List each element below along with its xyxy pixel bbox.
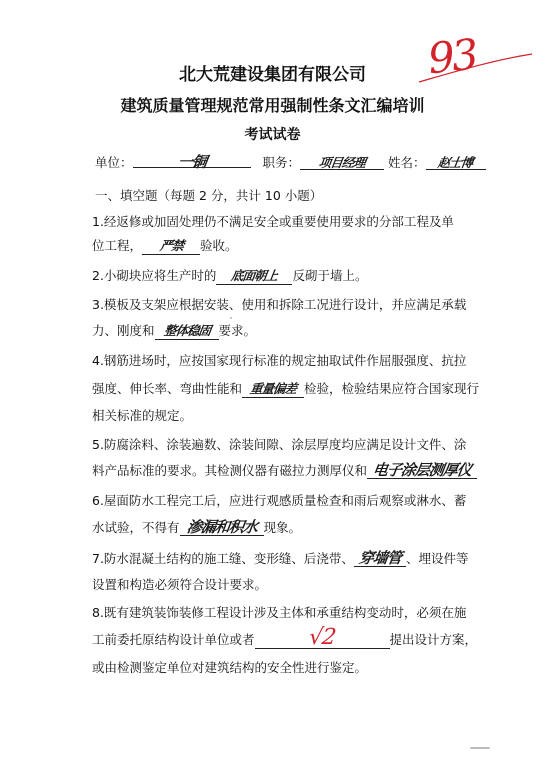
position-field [300,153,384,170]
q1-text-after: 验收。 [200,238,238,253]
q8-line-1: 8.既有建筑装饰装修工程设计涉及主体和承重结构变动时，必须在施 [92,605,467,620]
position-handwriting: 项目经理 [317,155,366,170]
q3-line-1: 3.模板及支架应根据安装、使用和拆除工况进行设计，并应满足承载 [92,297,467,312]
section-heading: 一、填空题（每题 2 分，共计 10 小题） [95,188,323,203]
q5-answer-field [367,462,477,479]
q4-line-3: 相关标准的规定。 [92,408,193,423]
q1-answer: 严禁 [158,238,184,253]
q2-line [92,268,502,285]
course-title: 建筑质量管理规范常用强制性条文汇编培训 [120,96,425,115]
q1-text-before: 位工程， [92,238,143,253]
q7-line-1 [92,550,502,567]
q4-text-before: 强度、伸长率、弯曲性能和 [92,381,243,396]
q2-text-before: 2.小砌块应将生产时的 [92,268,217,283]
position-label: 职务： [262,155,301,170]
exam-title: 考试试卷 [244,127,301,143]
q8-text-after: 提出设计方案， [389,632,478,647]
q6-answer: 渗漏和积水 [185,518,258,536]
q2-answer-field [216,268,292,285]
q3-text-after: 要求。 [218,323,257,338]
q5-line-2 [92,462,502,479]
examinee-info-row [95,151,486,171]
q7-answer-field [354,550,406,567]
q6-line-2 [92,519,502,536]
q8-red-mark: √2 [307,625,337,650]
unit-field [133,151,251,171]
q6-line-1: 6.屋面防水工程完工后，应进行观感质量检查和雨后观察或淋水、蓄 [92,493,467,508]
q6-text-before: 水试验，不得有 [92,520,180,535]
q4-line-2 [92,381,502,398]
q1-line-1: 1.经返修或加固处理仍不满足安全或重要使用要求的分部工程及单 [92,214,454,229]
q5-answer: 电子涂层测厚仪 [371,461,473,479]
q4-line-1: 4.钢筋进场时，应按国家现行标准的规定抽取试件作屈服强度、抗拉 [92,353,467,368]
name-label: 姓名： [388,155,426,170]
q8-line-2 [92,625,502,650]
q8-answer-field [255,625,390,650]
q4-text-after: 检验，检验结果应符合国家现行 [304,381,480,396]
q6-answer-field [180,519,264,536]
score-underline-stroke [414,52,534,92]
q1-answer-field [142,238,200,255]
q8-line-3: 或由检测鉴定单位对建筑结构的安全性进行鉴定。 [92,660,368,675]
q5-line-1: 5.防腐涂料、涂装遍数、涂装间隙、涂层厚度均应满足设计文件、涂 [92,437,467,452]
q4-answer: 重量偏差 [249,381,298,396]
q2-answer: 底面朝上 [230,268,279,283]
organization-title: 北大荒建设集团有限公司 [179,65,366,85]
scan-speck [230,317,232,319]
name-handwriting: 赵士博 [437,155,474,170]
q4-answer-field [242,381,304,398]
unit-handwriting: 一铜 [176,153,207,171]
q2-text-after: 反砌于墙上。 [292,268,368,283]
q1-line-2 [92,238,502,255]
unit-label: 单位： [95,155,133,170]
q3-answer-field [155,323,219,340]
q3-text-before: 力、刚度和 [92,323,155,338]
q8-text-before: 工前委托原结构设计单位或者 [92,632,255,647]
q3-line-2 [92,323,502,340]
q7-answer: 穿墙管 [357,549,403,567]
q3-answer: 整体稳固 [162,323,211,338]
score-mark: 93 [425,29,478,84]
q7-line-2: 设置和构造必须符合设计要求。 [92,577,268,592]
scan-speck [470,747,490,749]
q7-text-after: 、埋设件等 [405,551,469,566]
q6-text-after: 现象。 [263,520,302,535]
name-field [426,153,486,170]
q5-text-before: 料产品标准的要求。其检测仪器有磁拉力测厚仪和 [92,463,368,478]
q7-text-before: 7.防水混凝土结构的施工缝、变形缝、后浇带、 [92,551,354,566]
